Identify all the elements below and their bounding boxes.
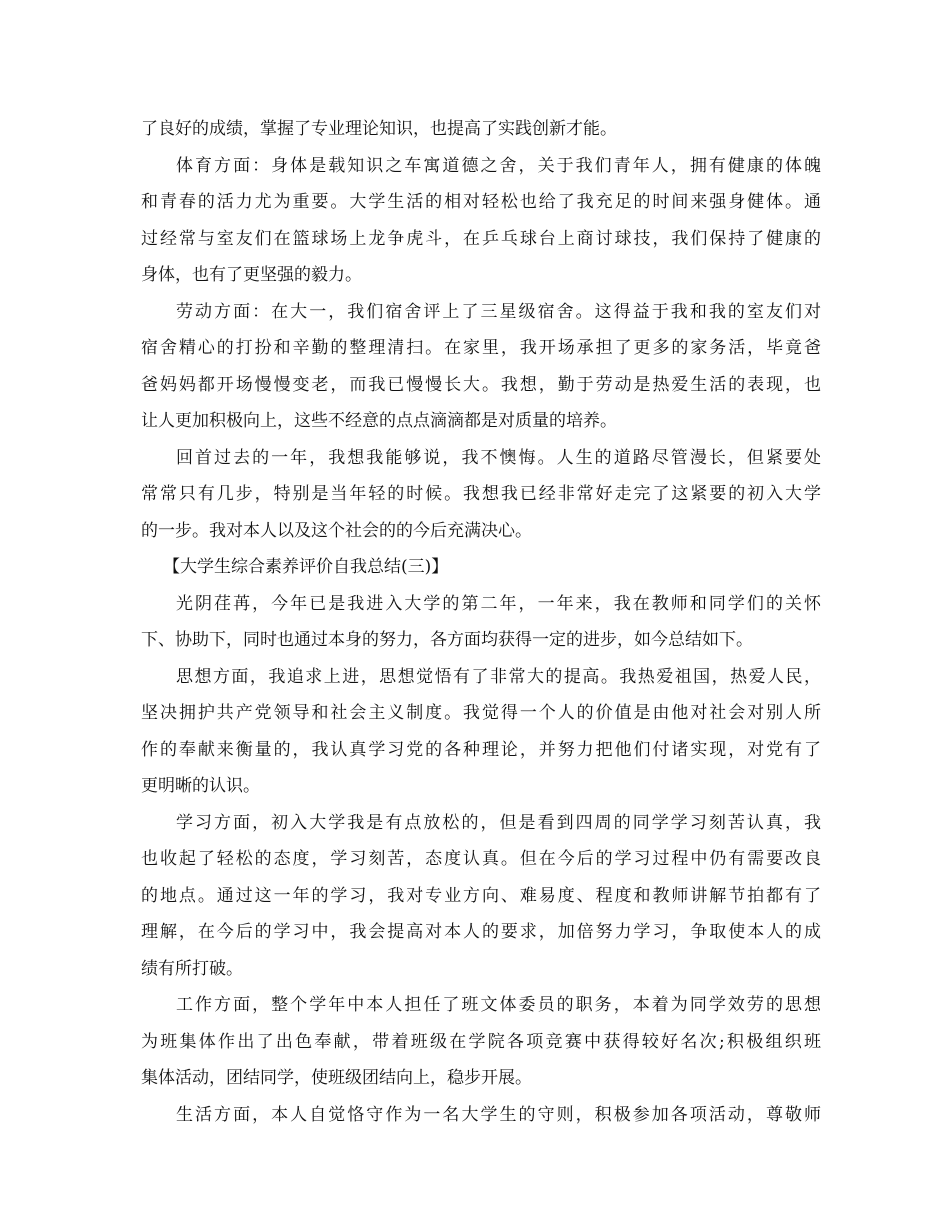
paragraph-start-line: 回首过去的一年，我想我能够说，我不懊悔。人生的道路尽管漫长，但紧要处 [176, 448, 821, 468]
text-line: 了良好的成绩，掌握了专业理论知识，也提高了实践创新才能。 [141, 119, 617, 139]
text-line: 下、协助下，同时也通过本身的努力，各方面均获得一定的进步，如今总结如下。 [141, 630, 753, 650]
text-line: 集体活动，团结同学，使班级团结向上，稳步开展。 [141, 1068, 532, 1088]
paragraph-start-line: 体育方面：身体是载知识之车寓道德之舍，关于我们青年人，拥有健康的体魄 [176, 156, 821, 176]
paragraph-start-line: 学习方面，初入大学我是有点放松的，但是看到四周的同学学习刻苦认真，我 [176, 813, 821, 833]
paragraph-start-line: 光阴荏苒，今年已是我进入大学的第二年，一年来，我在教师和同学们的关怀 [176, 594, 821, 614]
text-line: 坚决拥护共产党领导和社会主义制度。我觉得一个人的价值是由他对社会对别人所 [141, 703, 821, 723]
paragraph-start-line: 思想方面，我追求上进，思想觉悟有了非常大的提高。我热爱祖国，热爱人民， [176, 667, 821, 687]
paragraph-start-line: 生活方面，本人自觉恪守作为一名大学生的守则，积极参加各项活动，尊敬师 [176, 1105, 821, 1125]
text-line: 理解，在今后的学习中，我会提高对本人的要求，加倍努力学习，争取使本人的成 [141, 922, 821, 942]
text-line: 宿舍精心的打扮和辛勤的整理清扫。在家里，我开场承担了更多的家务活，毕竟爸 [141, 338, 821, 358]
text-line: 绩有所打破。 [141, 959, 243, 979]
text-line: 爸妈妈都开场慢慢变老，而我已慢慢长大。我想，勤于劳动是热爱生活的表现，也 [141, 375, 821, 395]
text-line: 为班集体作出了出色奉献，带着班级在学院各项竞赛中获得较好名次;积极组织班 [141, 1032, 821, 1052]
text-line: 让人更加积极向上，这些不经意的点点滴滴都是对质量的培养。 [141, 411, 617, 431]
text-line: 常常只有几步，特别是当年轻的时候。我想我已经非常好走完了这紧要的初入大学 [141, 484, 821, 504]
text-line: 和青春的活力尤为重要。大学生活的相对轻松也给了我充足的时间来强身健体。通 [141, 192, 821, 212]
paragraph-start-line: 工作方面，整个学年中本人担任了班文体委员的职务，本着为同学效劳的思想 [176, 995, 821, 1015]
text-line: 的一步。我对本人以及这个社会的的今后充满决心。 [141, 521, 532, 541]
section-heading: 【大学生综合素养评价自我总结(三)】 [163, 557, 449, 577]
paragraph-start-line: 劳动方面：在大一，我们宿舍评上了三星级宿舍。这得益于我和我的室友们对 [176, 302, 821, 322]
text-line: 过经常与室友们在篮球场上龙争虎斗，在乒乓球台上商讨球技，我们保持了健康的 [141, 229, 821, 249]
text-line: 也收起了轻松的态度，学习刻苦，态度认真。但在今后的学习过程中仍有需要改良 [141, 849, 821, 869]
text-line: 的地点。通过这一年的学习，我对专业方向、难易度、程度和教师讲解节拍都有了 [141, 886, 821, 906]
text-line: 作的奉献来衡量的，我认真学习党的各种理论，并努力把他们付诸实现，对党有了 [141, 740, 821, 760]
text-line: 更明晰的认识。 [141, 776, 260, 796]
text-line: 身体，也有了更坚强的毅力。 [141, 265, 362, 285]
